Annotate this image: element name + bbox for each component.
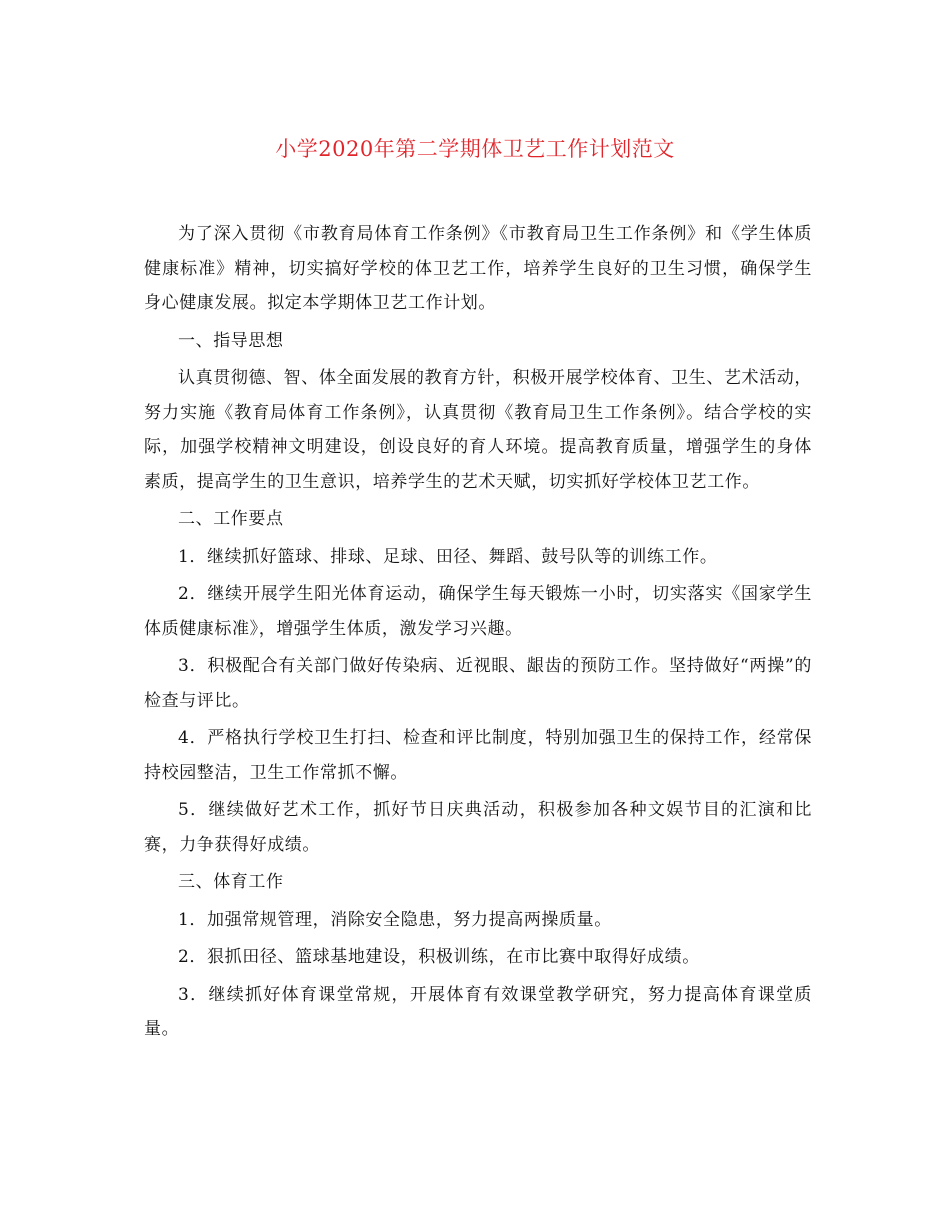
list-item: 1．加强常规管理，消除安全隐患，努力提高两操质量。 xyxy=(178,909,612,930)
list-item: 2．狠抓田径、篮球基地建设，积极训练，在市比赛中取得好成绩。 xyxy=(178,947,700,967)
list-item: 3．积极配合有关部门做好传染病、近视眼、龈齿的预防工作。坚持做好“两操”的检查与评比。 xyxy=(144,656,812,711)
list-item: 2．继续开展学生阳光体育运动，确保学生每天锻炼一小时，切实落实《国家学生体质健康标准》，增强学生体质，激发学习兴趣。 xyxy=(144,584,812,639)
document-body xyxy=(144,217,812,1050)
list-item: 5．继续做好艺术工作，抓好节日庆典活动，积极参加各种文娱节目的汇演和比赛，力争获得好成绩。 xyxy=(144,800,812,855)
paragraph-guiding-ideology: 认真贯彻德、智、体全面发展的教育方针，积极开展学校体育、卫生、艺术活动，努力实施《教育局体育工作条例》，认真贯彻《教育局卫生工作条例》。结合学校的实际，加强学校精神文明建设，创设良好的育人环境。提高教育质量，增强学生的身体素质，提高学生的卫生意识，培养学生的艺术天赋，切实抓好学校体卫艺工作。 xyxy=(144,368,812,492)
section-heading-guiding-ideology: 一、指导思想 xyxy=(178,330,284,351)
document-title: 小学2020年第二学期体卫艺工作计划范文 xyxy=(275,137,675,161)
list-item: 4．严格执行学校卫生打扫、检查和评比制度，特别加强卫生的保持工作，经常保持校园整洁，卫生工作常抓不懈。 xyxy=(144,728,812,783)
section-heading-work-points: 二、工作要点 xyxy=(178,509,284,529)
section-heading-sports-work: 三、体育工作 xyxy=(178,872,284,892)
list-item: 3．继续抓好体育课堂常规，开展体育有效课堂教学研究，努力提高体育课堂质量。 xyxy=(144,984,812,1039)
list-item: 1．继续抓好篮球、排球、足球、田径、舞蹈、鼓号队等的训练工作。 xyxy=(178,546,718,567)
paragraph-intro: 为了深入贯彻《市教育局体育工作条例》《市教育局卫生工作条例》和《学生体质健康标准》精神，切实搞好学校的体卫艺工作，培养学生良好的卫生习惯，确保学生身心健康发展。拟定本学期体卫艺工作计划。 xyxy=(144,224,812,313)
